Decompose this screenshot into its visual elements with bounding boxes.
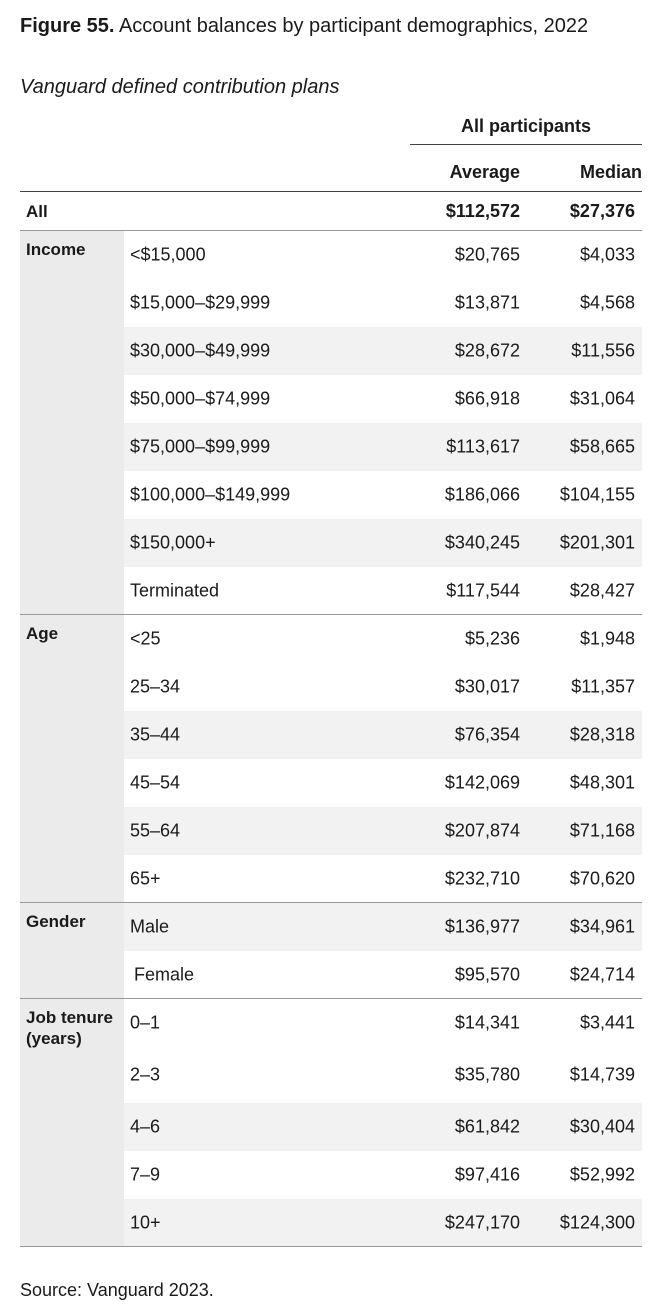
row-label: 55–64 xyxy=(130,820,181,841)
table-row xyxy=(124,567,642,615)
cell-median: $52,992 xyxy=(569,1164,635,1185)
bottom-rule xyxy=(20,1246,642,1247)
row-label: $75,000–$99,999 xyxy=(130,436,271,457)
cell-median: $4,033 xyxy=(579,244,635,265)
cell-median: $31,064 xyxy=(569,388,635,409)
cell-average: $142,069 xyxy=(444,772,520,793)
row-label: $150,000+ xyxy=(130,532,216,553)
cell-average: $5,236 xyxy=(464,628,520,649)
figure-label: Figure 55. xyxy=(20,15,115,37)
row-label: $50,000–$74,999 xyxy=(130,388,271,409)
cell-average: $61,842 xyxy=(454,1116,520,1137)
table-row xyxy=(124,1151,642,1199)
row-label: 0–1 xyxy=(130,1012,161,1033)
category-label-age: Age xyxy=(26,624,59,643)
table-row xyxy=(124,663,642,711)
cell-average: $14,341 xyxy=(454,1012,520,1033)
cell-average: $28,672 xyxy=(454,340,520,361)
table-row xyxy=(124,279,642,327)
cell-median: $1,948 xyxy=(579,628,635,649)
cell-median: $30,404 xyxy=(569,1116,635,1137)
category-label-income: Income xyxy=(26,240,86,259)
cell-average: $97,416 xyxy=(454,1164,520,1185)
table-row xyxy=(124,1047,642,1103)
table-row-all xyxy=(20,192,642,230)
row-label: <25 xyxy=(130,628,161,649)
row-label: Male xyxy=(130,916,170,937)
cell-median: $11,556 xyxy=(571,340,635,361)
cell-median: $58,665 xyxy=(569,436,635,457)
table-row xyxy=(124,327,642,375)
cell-average: $247,170 xyxy=(444,1212,520,1233)
figure-title xyxy=(20,14,620,38)
cell-average: $207,874 xyxy=(444,820,520,841)
table-row xyxy=(124,1199,642,1247)
cell-average: $35,780 xyxy=(454,1064,520,1085)
cell-average: $66,918 xyxy=(454,388,520,409)
cell-average: $117,544 xyxy=(446,580,520,601)
cell-median: $48,301 xyxy=(569,772,635,793)
group-header-all-participants: All participants xyxy=(410,114,642,145)
cell-average: $20,765 xyxy=(454,244,520,265)
category-column xyxy=(20,615,124,903)
row-label: Female xyxy=(134,964,195,985)
cell-median: $27,376 xyxy=(569,201,635,221)
cell-average: $76,354 xyxy=(454,724,520,745)
table-row xyxy=(124,471,642,519)
table-row xyxy=(124,807,642,855)
category-label-all: All xyxy=(26,202,48,221)
cell-average: $186,066 xyxy=(444,484,520,505)
table-row xyxy=(124,903,642,951)
source-note: Source: Vanguard 2023. xyxy=(20,1280,214,1300)
cell-median: $3,441 xyxy=(579,1012,635,1033)
cell-average: $232,710 xyxy=(444,868,520,889)
row-label: $15,000–$29,999 xyxy=(130,292,271,313)
table-row xyxy=(124,855,642,903)
section-income xyxy=(20,230,642,615)
cell-average: $30,017 xyxy=(454,676,520,697)
row-label: <$15,000 xyxy=(130,244,206,265)
cell-average: $113,617 xyxy=(446,436,520,457)
cell-median: $70,620 xyxy=(569,868,635,889)
row-label: 45–54 xyxy=(130,772,181,793)
row-label: $30,000–$49,999 xyxy=(130,340,271,361)
cell-average: $95,570 xyxy=(454,964,520,985)
category-label-job-tenure xyxy=(26,1007,113,1049)
cell-median: $34,961 xyxy=(569,916,635,937)
cell-median: $71,168 xyxy=(569,820,635,841)
table-row xyxy=(124,711,642,759)
table-row xyxy=(124,375,642,423)
cell-median: $201,301 xyxy=(559,532,635,553)
row-label: 25–34 xyxy=(130,676,181,697)
cell-median: $24,714 xyxy=(569,964,635,985)
category-label-line1: Job tenure xyxy=(26,1008,113,1027)
section-job-tenure xyxy=(20,998,642,1247)
table-row xyxy=(124,615,642,663)
column-header-median: Median xyxy=(579,162,642,182)
row-label: 10+ xyxy=(130,1212,161,1233)
row-label: 4–6 xyxy=(130,1116,161,1137)
cell-median: $11,357 xyxy=(571,676,635,697)
figure-subtitle: Vanguard defined contribution plans xyxy=(20,76,340,98)
table-row xyxy=(124,519,642,567)
table-row xyxy=(124,999,642,1047)
column-header-average: Average xyxy=(449,162,520,182)
section-age xyxy=(20,614,642,903)
table-row xyxy=(124,1103,642,1151)
cell-median: $124,300 xyxy=(559,1212,635,1233)
cell-average: $340,245 xyxy=(444,532,520,553)
cell-median: $104,155 xyxy=(559,484,635,505)
cell-median: $4,568 xyxy=(579,292,635,313)
table-row xyxy=(124,423,642,471)
row-label: Terminated xyxy=(130,580,220,601)
category-label-gender: Gender xyxy=(26,912,86,931)
category-column xyxy=(20,231,124,615)
figure-title-text: Account balances by participant demographics, 2022 xyxy=(118,15,589,37)
category-label-line2: (years) xyxy=(26,1029,82,1048)
cell-median: $28,427 xyxy=(569,580,635,601)
table-row xyxy=(124,759,642,807)
row-label: 7–9 xyxy=(130,1164,161,1185)
row-label: 35–44 xyxy=(130,724,181,745)
table-row xyxy=(124,231,642,279)
cell-average: $112,572 xyxy=(445,201,520,221)
cell-average: $13,871 xyxy=(454,292,520,313)
row-label: 2–3 xyxy=(130,1064,161,1085)
table-row xyxy=(124,951,642,999)
cell-median: $14,739 xyxy=(569,1064,635,1085)
row-label: $100,000–$149,999 xyxy=(130,484,291,505)
section-gender xyxy=(20,902,642,999)
cell-median: $28,318 xyxy=(569,724,635,745)
cell-average: $136,977 xyxy=(444,916,520,937)
row-label: 65+ xyxy=(130,868,161,889)
